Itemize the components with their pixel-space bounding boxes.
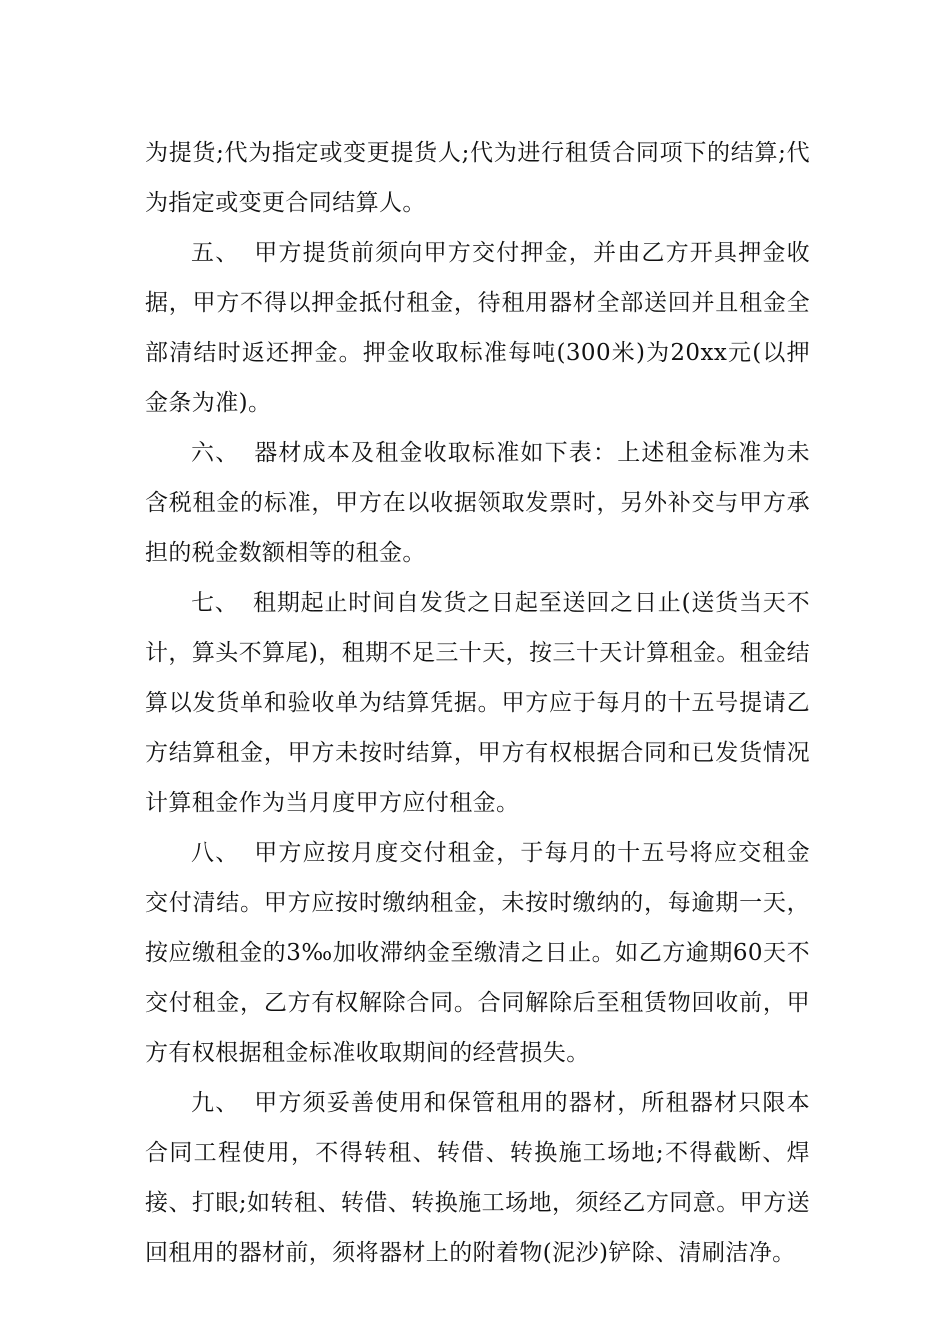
document-body bbox=[145, 128, 810, 1278]
clause-number: 五、 bbox=[191, 240, 240, 266]
clause-number: 六、 bbox=[191, 440, 240, 466]
clause-number: 七、 bbox=[191, 590, 239, 616]
paragraph-text: 为提货;代为指定或变更提货人;代为进行租赁合同项下的结算;代为指定或变更合同结算人。 bbox=[145, 140, 810, 216]
clause-text: 甲方应按月度交付租金，于每月的十五号将应交租金交付清结。甲方应按时缴纳租金，未按时缴纳的，每逾期一天，按应缴租金的3‰加收滞纳金至缴清之日止。如乙方逾期60天不交付租金，乙方有权解除合同。合同解除后至租赁物回收前，甲方有权根据租金标准收取期间的经营损失。 bbox=[145, 840, 810, 1066]
clause-text: 甲方须妥善使用和保管租用的器材，所租器材只限本合同工程使用，不得转租、转借、转换施工场地;不得截断、焊接、打眼;如转租、转借、转换施工场地，须经乙方同意。甲方送回租用的器材前，须将器材上的附着物(泥沙)铲除、清刷洁净。 bbox=[145, 1090, 810, 1266]
paragraph-continuation bbox=[145, 128, 810, 228]
clause-text: 器材成本及租金收取标准如下表：上述租金标准为未含税租金的标准，甲方在以收据领取发票时，另外补交与甲方承担的税金数额相等的租金。 bbox=[145, 440, 810, 566]
clause-8 bbox=[145, 828, 810, 1078]
clause-number: 九、 bbox=[191, 1090, 240, 1116]
clause-text: 租期起止时间自发货之日起至送回之日止(送货当天不计，算头不算尾)，租期不足三十天，按三十天计算租金。租金结算以发货单和验收单为结算凭据。甲方应于每月的十五号提请乙方结算租金，甲方未按时结算，甲方有权根据合同和已发货情况计算租金作为当月度甲方应付租金。 bbox=[145, 590, 810, 816]
clause-5 bbox=[145, 228, 810, 428]
clause-9 bbox=[145, 1078, 810, 1278]
clause-number: 八、 bbox=[191, 840, 240, 866]
clause-7 bbox=[145, 578, 810, 828]
clause-text: 甲方提货前须向甲方交付押金，并由乙方开具押金收据，甲方不得以押金抵付租金，待租用器材全部送回并且租金全部清结时返还押金。押金收取标准每吨(300米)为20xx元(以押金条为准)。 bbox=[145, 240, 810, 416]
clause-6 bbox=[145, 428, 810, 578]
